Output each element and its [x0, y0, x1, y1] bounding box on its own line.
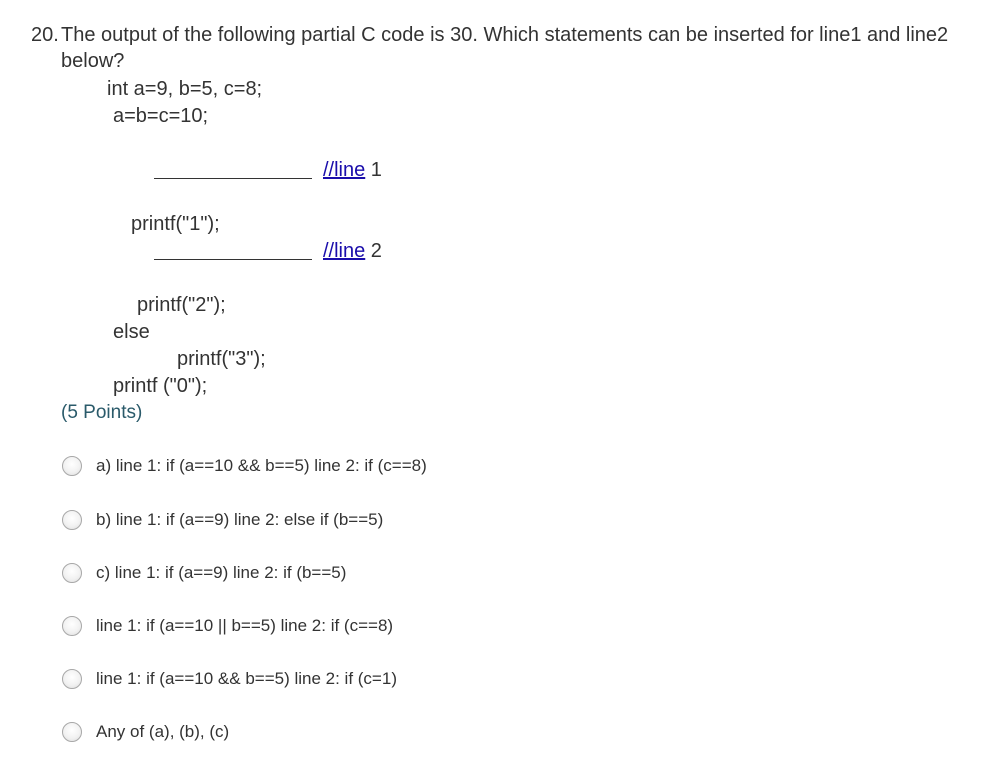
radio-button[interactable]: [62, 456, 82, 476]
line-2-number: 2: [365, 240, 382, 262]
code-printf-0: printf ("0");: [113, 375, 208, 397]
radio-button[interactable]: [62, 722, 82, 742]
option-d[interactable]: [62, 613, 393, 639]
line-1-link[interactable]: //line: [323, 159, 366, 181]
blank-line-1: [154, 178, 312, 179]
code-printf-3: printf("3");: [177, 348, 266, 370]
option-label: Any of (a), (b), (c): [96, 722, 230, 741]
line-1-label: [323, 157, 382, 183]
radio-button[interactable]: [62, 563, 82, 583]
radio-button[interactable]: [62, 616, 82, 636]
line-1-number: 1: [365, 159, 382, 181]
option-e[interactable]: [62, 666, 397, 692]
option-label: line 1: if (a==10 && b==5) line 2: if (c=1): [96, 669, 397, 688]
points-label: (5 Points): [61, 402, 143, 423]
code-printf-2: printf("2");: [137, 294, 226, 316]
option-label: line 1: if (a==10 || b==5) line 2: if (c==8): [96, 616, 394, 635]
blank-line-2: [154, 259, 312, 260]
code-line-assignment: a=b=c=10;: [113, 105, 209, 127]
option-label: c) line 1: if (a==9) line 2: if (b==5): [96, 563, 347, 582]
option-b[interactable]: [62, 507, 383, 533]
option-a[interactable]: [62, 453, 427, 479]
radio-button[interactable]: [62, 510, 82, 530]
question-number: 20.: [31, 24, 59, 46]
code-line-declaration: int a=9, b=5, c=8;: [107, 78, 263, 100]
code-else: else: [113, 321, 150, 343]
option-c[interactable]: [62, 560, 346, 586]
question-text: The output of the following partial C code is 30. Which statements can be inserted for line1 and line2 below?: [61, 24, 949, 72]
option-label: a) line 1: if (a==10 && b==5) line 2: if (c==8): [96, 456, 427, 475]
line-2-link[interactable]: //line: [323, 240, 366, 262]
code-printf-1: printf("1");: [131, 213, 220, 235]
radio-button[interactable]: [62, 669, 82, 689]
option-label: b) line 1: if (a==9) line 2: else if (b==5): [96, 510, 384, 529]
option-f[interactable]: [62, 719, 229, 745]
line-2-label: [323, 238, 382, 264]
